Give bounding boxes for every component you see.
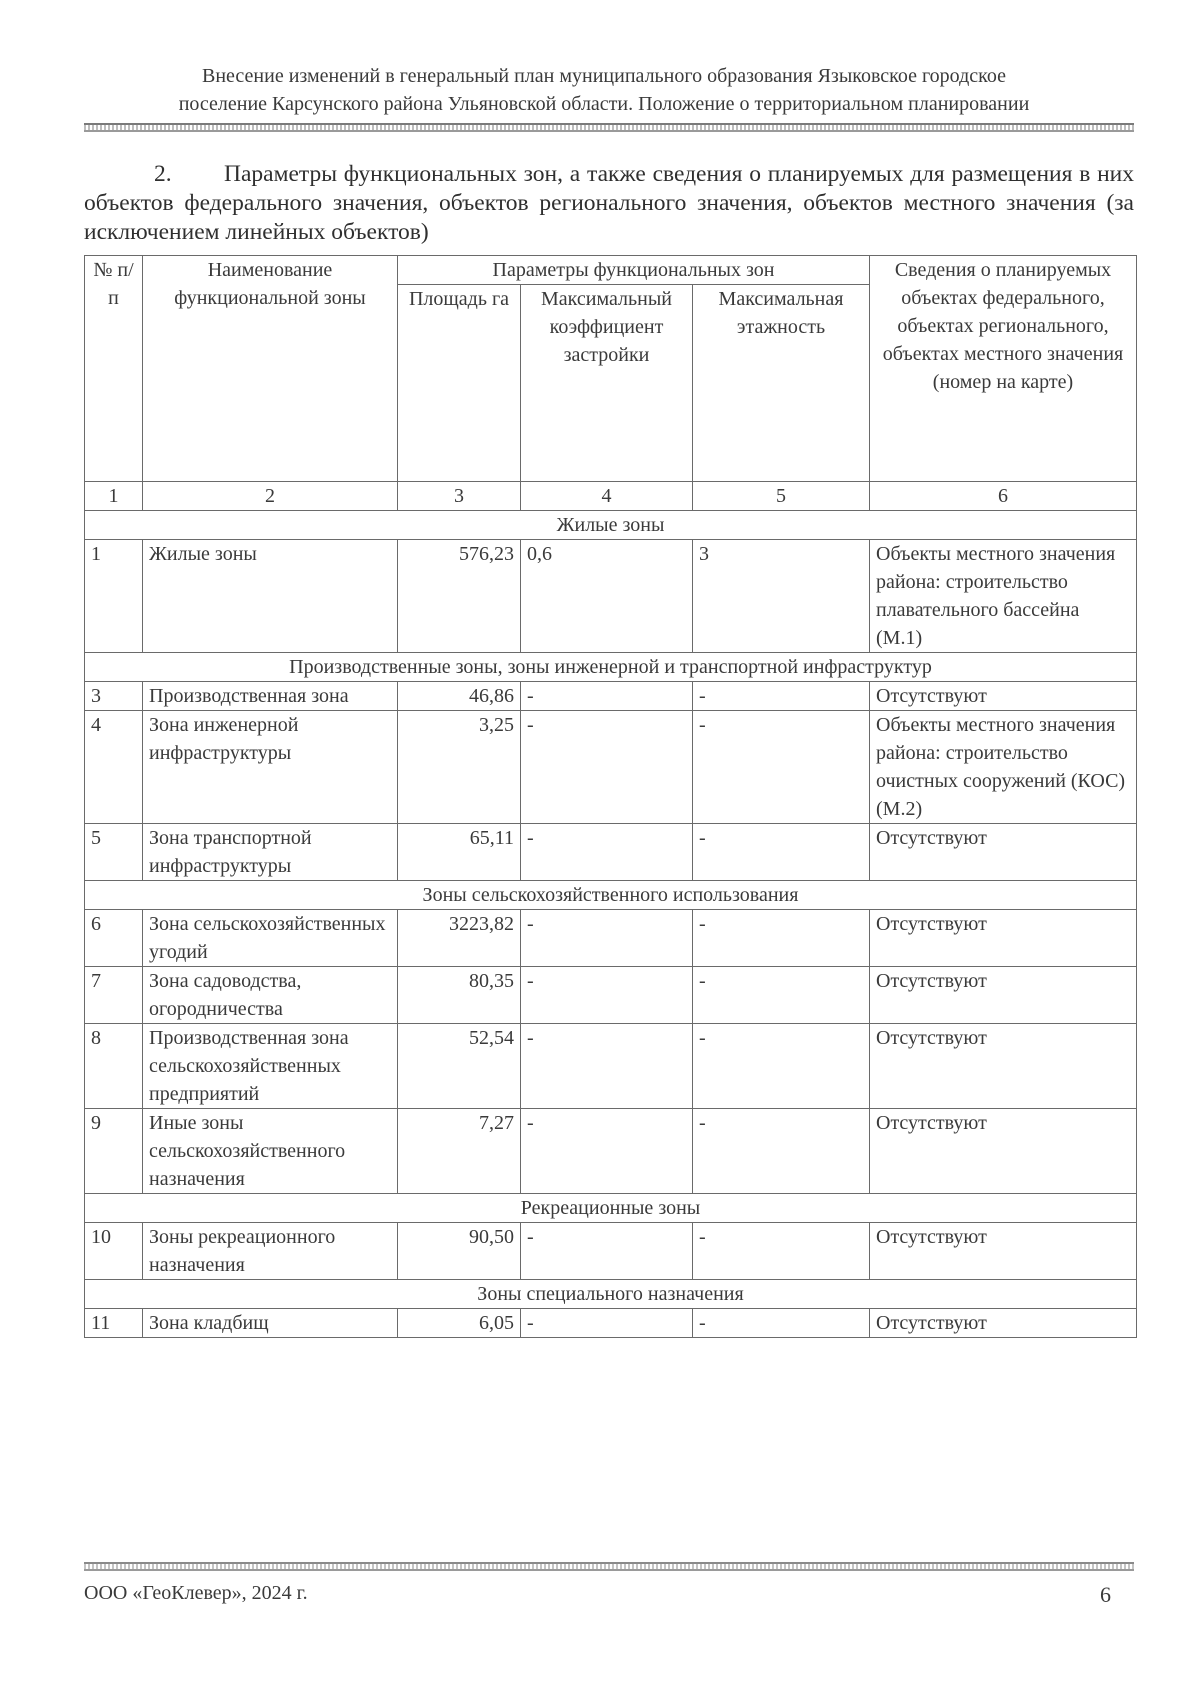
table-row (85, 824, 1137, 881)
zone-group-row (85, 653, 1137, 682)
zone-area: 65,11 (398, 824, 521, 881)
header-rule (84, 123, 1134, 132)
zone-group-title: Зоны специального назначения (85, 1280, 1137, 1309)
row-number: 3 (85, 682, 143, 711)
zone-group-row (85, 1194, 1137, 1223)
zone-name: Зоны рекреационного назначения (143, 1223, 398, 1280)
zone-objects-info: Отсутствуют (870, 682, 1137, 711)
zone-objects-info: Отсутствуют (870, 967, 1137, 1024)
zone-group-row (85, 1280, 1137, 1309)
footer-company: ООО «ГеоКлевер», 2024 г. (84, 1582, 308, 1604)
zone-coefficient: - (521, 711, 693, 824)
zone-coefficient: - (521, 682, 693, 711)
zone-area: 80,35 (398, 967, 521, 1024)
zone-floors: - (693, 682, 870, 711)
column-number: 6 (870, 482, 1137, 511)
zone-group-title: Зоны сельскохозяйственного использования (85, 881, 1137, 910)
zone-area: 3223,82 (398, 910, 521, 967)
zone-floors: - (693, 910, 870, 967)
header-floors: Максимальная этажность (693, 285, 870, 482)
table-row (85, 711, 1137, 824)
table-row (85, 1109, 1137, 1194)
zone-area: 7,27 (398, 1109, 521, 1194)
zone-name: Зона транспортной инфраструктуры (143, 824, 398, 881)
column-number: 1 (85, 482, 143, 511)
section-title (84, 160, 1134, 247)
zone-floors: 3 (693, 540, 870, 653)
column-number: 5 (693, 482, 870, 511)
zone-objects-info: Отсутствуют (870, 1024, 1137, 1109)
zone-area: 3,25 (398, 711, 521, 824)
zone-objects-info: Отсутствуют (870, 910, 1137, 967)
column-number: 3 (398, 482, 521, 511)
table-row (85, 1024, 1137, 1109)
zone-name: Жилые зоны (143, 540, 398, 653)
column-number: 4 (521, 482, 693, 511)
header-area: Площадь га (398, 285, 521, 482)
table-row (85, 910, 1137, 967)
header-line-1: Внесение изменений в генеральный план муниципального образования Языковское городское (202, 65, 1006, 87)
header-params: Параметры функциональных зон (398, 256, 870, 285)
row-number: 11 (85, 1309, 143, 1338)
zone-objects-info: Объекты местного значения района: строительство очистных сооружений (КОС) (М.2) (870, 711, 1137, 824)
header-line-2: поселение Карсунского района Ульяновской области. Положение о территориальном планировании (178, 93, 1030, 115)
row-number: 10 (85, 1223, 143, 1280)
zone-coefficient: - (521, 1223, 693, 1280)
zone-floors: - (693, 1309, 870, 1338)
zone-group-title: Рекреационные зоны (85, 1194, 1137, 1223)
zone-area: 46,86 (398, 682, 521, 711)
zone-floors: - (693, 1109, 870, 1194)
zone-area: 90,50 (398, 1223, 521, 1280)
zone-floors: - (693, 711, 870, 824)
page-number: 6 (1100, 1582, 1111, 1607)
header-num: № п/п (85, 256, 143, 482)
zone-name: Зона кладбищ (143, 1309, 398, 1338)
zone-objects-info: Отсутствуют (870, 1109, 1137, 1194)
row-number: 7 (85, 967, 143, 1024)
table-row (85, 967, 1137, 1024)
zone-area: 6,05 (398, 1309, 521, 1338)
header-coef: Максимальный коэффициент застройки (521, 285, 693, 482)
header-info: Сведения о планируемых объектах федерального, объектах регионального, объектах местного значения (номер на карте) (870, 256, 1137, 482)
zone-coefficient: - (521, 910, 693, 967)
zone-group-row (85, 511, 1137, 540)
table-row (85, 682, 1137, 711)
zone-name: Иные зоны сельскохозяйственного назначения (143, 1109, 398, 1194)
table-row (85, 540, 1137, 653)
column-number-row (85, 482, 1137, 511)
footer-rule (84, 1562, 1134, 1571)
header-name: Наименование функциональной зоны (143, 256, 398, 482)
zone-floors: - (693, 1024, 870, 1109)
zone-objects-info: Отсутствуют (870, 1223, 1137, 1280)
row-number: 4 (85, 711, 143, 824)
table-row (85, 1223, 1137, 1280)
zone-coefficient: 0,6 (521, 540, 693, 653)
row-number: 9 (85, 1109, 143, 1194)
zone-coefficient: - (521, 824, 693, 881)
zone-name: Зона инженерной инфраструктуры (143, 711, 398, 824)
zone-area: 52,54 (398, 1024, 521, 1109)
zone-coefficient: - (521, 1109, 693, 1194)
zones-table (84, 255, 1137, 1338)
zone-floors: - (693, 967, 870, 1024)
zone-name: Зона садоводства, огородничества (143, 967, 398, 1024)
zone-name: Зона сельскохозяйственных угодий (143, 910, 398, 967)
row-number: 1 (85, 540, 143, 653)
zone-name: Производственная зона (143, 682, 398, 711)
table-row (85, 1309, 1137, 1338)
section-number: 2. (154, 161, 172, 187)
zone-objects-info: Отсутствуют (870, 824, 1137, 881)
zone-coefficient: - (521, 967, 693, 1024)
zone-floors: - (693, 1223, 870, 1280)
zone-name: Производственная зона сельскохозяйственных предприятий (143, 1024, 398, 1109)
zone-coefficient: - (521, 1024, 693, 1109)
row-number: 6 (85, 910, 143, 967)
zone-coefficient: - (521, 1309, 693, 1338)
column-number: 2 (143, 482, 398, 511)
row-number: 8 (85, 1024, 143, 1109)
zone-floors: - (693, 824, 870, 881)
table-header-row (85, 256, 1137, 285)
zone-group-row (85, 881, 1137, 910)
zone-objects-info: Объекты местного значения района: строительство плавательного бассейна (М.1) (870, 540, 1137, 653)
zone-group-title: Производственные зоны, зоны инженерной и транспортной инфраструктур (85, 653, 1137, 682)
zone-area: 576,23 (398, 540, 521, 653)
zone-objects-info: Отсутствуют (870, 1309, 1137, 1338)
zone-group-title: Жилые зоны (85, 511, 1137, 540)
row-number: 5 (85, 824, 143, 881)
document-header (84, 62, 1124, 118)
section-text: Параметры функциональных зон, а также сведения о планируемых для размещения в них объектов федерального значения, объектов регионального значения, объектов местного значения (за исключением линейных объектов) (84, 161, 1134, 245)
